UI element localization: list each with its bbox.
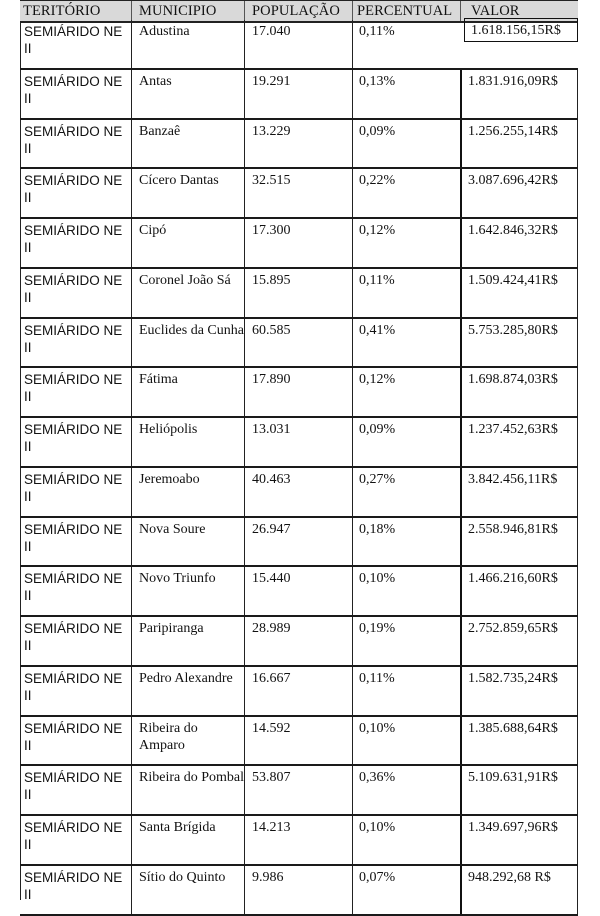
table-row <box>20 667 578 717</box>
table-row <box>20 219 578 269</box>
cell-valor: 1.256.255,14R$ <box>460 120 578 168</box>
table-row <box>20 717 578 767</box>
cell-municipio: Santa Brígida <box>131 816 244 864</box>
cell-percentual: 0,07% <box>352 866 460 914</box>
cell-percentual: 0,11% <box>352 667 460 715</box>
table-row <box>20 20 578 70</box>
cell-territorio: SEMIÁRIDO NE II <box>24 670 123 703</box>
cell-populacao: 60.585 <box>244 319 352 367</box>
cell-populacao: 13.229 <box>244 120 352 168</box>
cell-municipio: Banzaê <box>131 120 244 168</box>
cell-percentual: 0,36% <box>352 766 460 814</box>
cell-populacao: 17.890 <box>244 368 352 416</box>
cell-valor: 1.831.916,09R$ <box>460 70 578 118</box>
table-row <box>20 70 578 120</box>
cell-populacao: 53.807 <box>244 766 352 814</box>
cell-territorio: SEMIÁRIDO NE II <box>24 770 123 803</box>
cell-percentual: 0,19% <box>352 617 460 665</box>
cell-percentual: 0,11% <box>352 269 460 317</box>
cell-territorio: SEMIÁRIDO NE II <box>24 73 123 106</box>
cell-valor: 5.109.631,91R$ <box>460 766 578 814</box>
cell-valor: 1.698.874,03R$ <box>460 368 578 416</box>
table-row <box>20 518 578 568</box>
cell-percentual: 0,12% <box>352 219 460 267</box>
table-row <box>20 418 578 468</box>
table-row <box>20 866 578 916</box>
table-row <box>20 169 578 219</box>
table-row <box>20 368 578 418</box>
cell-populacao: 32.515 <box>244 169 352 217</box>
cell-municipio: Heliópolis <box>131 418 244 466</box>
cell-municipio: Antas <box>131 70 244 118</box>
cell-populacao: 9.986 <box>244 866 352 914</box>
cell-percentual: 0,13% <box>352 70 460 118</box>
cell-municipio: Pedro Alexandre <box>131 667 244 715</box>
table-row <box>20 120 578 170</box>
cell-populacao: 14.213 <box>244 816 352 864</box>
cell-territorio: SEMIÁRIDO NE II <box>24 272 123 305</box>
cell-populacao: 40.463 <box>244 468 352 516</box>
table-row <box>20 816 578 866</box>
cell-populacao: 19.291 <box>244 70 352 118</box>
cell-valor: 1.618.156,15R$ <box>464 18 578 42</box>
cell-valor: 1.385.688,64R$ <box>460 717 578 765</box>
cell-municipio: Coronel João Sá <box>131 269 244 317</box>
cell-municipio: Nova Soure <box>131 518 244 566</box>
cell-percentual: 0,22% <box>352 169 460 217</box>
cell-territorio: SEMIÁRIDO NE II <box>24 123 123 156</box>
cell-populacao: 15.895 <box>244 269 352 317</box>
cell-territorio: SEMIÁRIDO NE II <box>24 372 123 405</box>
cell-valor: 1.237.452,63R$ <box>460 418 578 466</box>
cell-percentual: 0,12% <box>352 368 460 416</box>
cell-municipio: Cipó <box>131 219 244 267</box>
cell-percentual: 0,18% <box>352 518 460 566</box>
cell-territorio: SEMIÁRIDO NE II <box>24 621 123 653</box>
cell-municipio: Ribeira do Amparo <box>131 717 244 765</box>
cell-territorio: SEMIÁRIDO NE II <box>24 223 123 255</box>
cell-municipio: Adustina <box>131 20 244 68</box>
table-row <box>20 269 578 319</box>
cell-percentual: 0,10% <box>352 567 460 615</box>
cell-municipio: Fátima <box>131 368 244 416</box>
cell-valor: 948.292,68 R$ <box>460 866 578 914</box>
cell-municipio: Cícero Dantas <box>131 169 244 217</box>
table-row <box>20 468 578 518</box>
table-row <box>20 617 578 667</box>
cell-populacao: 26.947 <box>244 518 352 566</box>
cell-valor: 1.466.216,60R$ <box>460 567 578 615</box>
cell-populacao: 28.989 <box>244 617 352 665</box>
header-territorio: TERITÓRIO <box>23 3 101 19</box>
cell-percentual: 0,11% <box>352 20 460 68</box>
cell-populacao: 16.667 <box>244 667 352 715</box>
header-percentual: PERCENTUAL <box>352 1 460 21</box>
cell-municipio: Ribeira do Pombal <box>131 766 244 814</box>
cell-valor: 3.087.696,42R$ <box>460 169 578 217</box>
cell-territorio: SEMIÁRIDO NE II <box>24 24 123 56</box>
cell-valor: 1.582.735,24R$ <box>460 667 578 715</box>
municipality-table <box>20 0 578 900</box>
table-row <box>20 319 578 369</box>
table-row <box>20 766 578 816</box>
header-valor: VALOR <box>460 1 578 21</box>
cell-territorio: SEMIÁRIDO NE II <box>24 173 123 206</box>
cell-percentual: 0,10% <box>352 816 460 864</box>
cell-municipio: Paripiranga <box>131 617 244 665</box>
table-row <box>20 567 578 617</box>
cell-valor: 1.642.846,32R$ <box>460 219 578 267</box>
cell-valor: 1.349.697,96R$ <box>460 816 578 864</box>
cell-territorio: SEMIÁRIDO NE II <box>24 521 123 554</box>
cell-territorio: SEMIÁRIDO NE II <box>24 422 123 454</box>
cell-valor: 2.558.946,81R$ <box>460 518 578 566</box>
cell-percentual: 0,27% <box>352 468 460 516</box>
cell-valor: 3.842.456,11R$ <box>460 468 578 516</box>
cell-populacao: 17.040 <box>244 20 352 68</box>
cell-percentual: 0,09% <box>352 120 460 168</box>
cell-territorio: SEMIÁRIDO NE II <box>24 571 123 604</box>
cell-populacao: 17.300 <box>244 219 352 267</box>
cell-territorio: SEMIÁRIDO NE II <box>24 720 123 753</box>
cell-populacao: 13.031 <box>244 418 352 466</box>
cell-percentual: 0,10% <box>352 717 460 765</box>
cell-valor: 1.509.424,41R$ <box>460 269 578 317</box>
cell-valor: 2.752.859,65R$ <box>460 617 578 665</box>
cell-populacao: 15.440 <box>244 567 352 615</box>
cell-territorio: SEMIÁRIDO NE II <box>24 322 123 355</box>
cell-municipio: Novo Triunfo <box>131 567 244 615</box>
cell-municipio: Jeremoabo <box>131 468 244 516</box>
header-municipio: MUNICIPIO <box>131 1 244 21</box>
cell-populacao: 14.592 <box>244 717 352 765</box>
cell-municipio: Sítio do Quinto <box>131 866 244 914</box>
cell-territorio: SEMIÁRIDO NE II <box>24 471 123 504</box>
cell-municipio: Euclides da Cunha <box>131 319 244 367</box>
cell-territorio: SEMIÁRIDO NE II <box>24 820 123 852</box>
cell-valor: 5.753.285,80R$ <box>460 319 578 367</box>
cell-territorio: SEMIÁRIDO NE II <box>24 869 123 902</box>
cell-percentual: 0,41% <box>352 319 460 367</box>
header-populacao: POPULAÇÃO <box>244 1 352 21</box>
cell-percentual: 0,09% <box>352 418 460 466</box>
